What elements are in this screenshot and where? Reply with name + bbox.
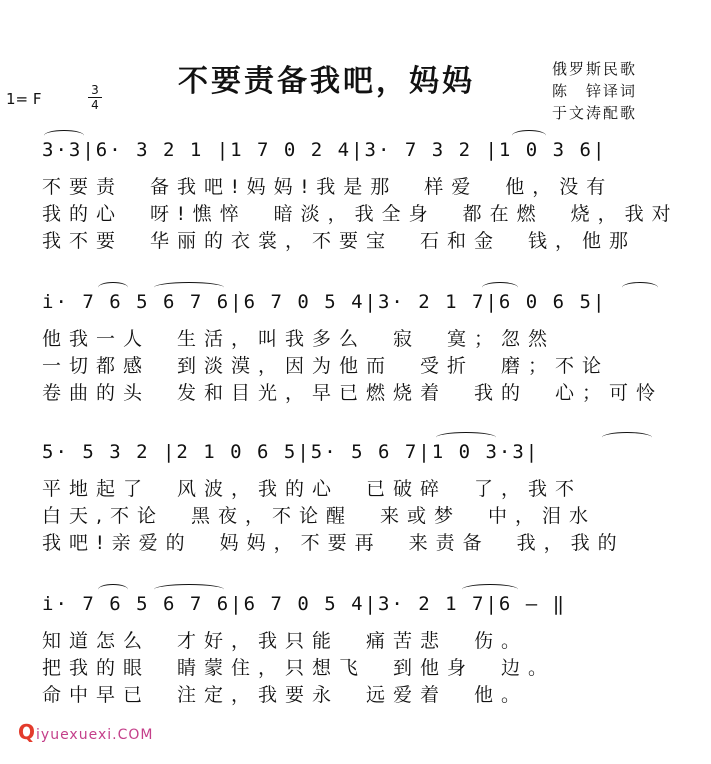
slur-mark (98, 282, 128, 293)
lyric-verse-1: 平地起了 风波，我的心 已破碎 了，我不 (42, 478, 583, 500)
song-title: 不要责备我吧，妈妈 (178, 64, 475, 99)
slur-mark (98, 584, 128, 595)
slur-mark (436, 432, 496, 443)
credit-origin: 俄罗斯民歌 (552, 60, 638, 78)
credit-arranger: 于文涛配歌 (552, 104, 638, 122)
time-signature-top: 3 (91, 83, 99, 97)
notation-line: i· 7 6 5 6 7 6|6 7 0 5 4|3· 2 1 7|6 — ‖ (42, 593, 567, 615)
lyric-verse-3: 命中早已 注定，我要永 远爱着 他。 (42, 684, 529, 706)
slur-mark (482, 282, 518, 293)
slur-mark (154, 282, 224, 293)
site-watermark (18, 720, 153, 744)
notation-line: 5· 5 3 2 |2 1 0 6 5|5· 5 6 7|1 0 3·3| (42, 441, 540, 463)
slur-mark (462, 584, 518, 595)
slur-mark (602, 432, 652, 443)
lyric-verse-3: 卷曲的头 发和目光，早已燃烧着 我的 心；可怜 (42, 382, 664, 404)
notation-line: i· 7 6 5 6 7 6|6 7 0 5 4|3· 2 1 7|6 0 6 5| (42, 291, 607, 313)
time-signature (88, 84, 102, 111)
lyric-verse-2: 白天,不论 黑夜，不论醒 来或梦 中，泪水 (42, 505, 597, 527)
lyric-verse-3: 我不要 华丽的衣裳，不要宝 石和金 钱，他那 (42, 230, 637, 252)
lyric-verse-1: 不要责 备我吧!妈妈!我是那 样爱 他，没有 (42, 176, 614, 198)
slur-mark (512, 130, 546, 141)
lyric-verse-2: 一切都感 到淡漠，因为他而 受折 磨；不论 (42, 355, 610, 377)
time-signature-bottom: 4 (91, 98, 99, 112)
lyric-verse-2: 我的心 呀!憔悴 暗淡，我全身 都在燃 烧，我对 (42, 203, 679, 225)
lyric-verse-1: 知道怎么 才好，我只能 痛苦悲 伤。 (42, 630, 529, 652)
watermark-logo-letter: Q (18, 720, 37, 744)
credit-translator: 陈 锌译词 (552, 82, 638, 100)
lyric-verse-3: 我吧!亲爱的 妈妈，不要再 来责备 我，我的 (42, 532, 625, 554)
lyric-verse-2: 把我的眼 睛蒙住，只想飞 到他身 边。 (42, 657, 556, 679)
slur-mark (622, 282, 658, 293)
slur-mark (44, 130, 84, 141)
key-signature: 1= F (6, 90, 42, 108)
watermark-text: iyuexuexi.COM (36, 727, 154, 743)
slur-mark (154, 584, 224, 595)
notation-line: 3·3|6· 3 2 1 |1 7 0 2 4|3· 7 3 2 |1 0 3 6| (42, 139, 607, 161)
lyric-verse-1: 他我一人 生活，叫我多么 寂 寞；忽然 (42, 328, 556, 350)
